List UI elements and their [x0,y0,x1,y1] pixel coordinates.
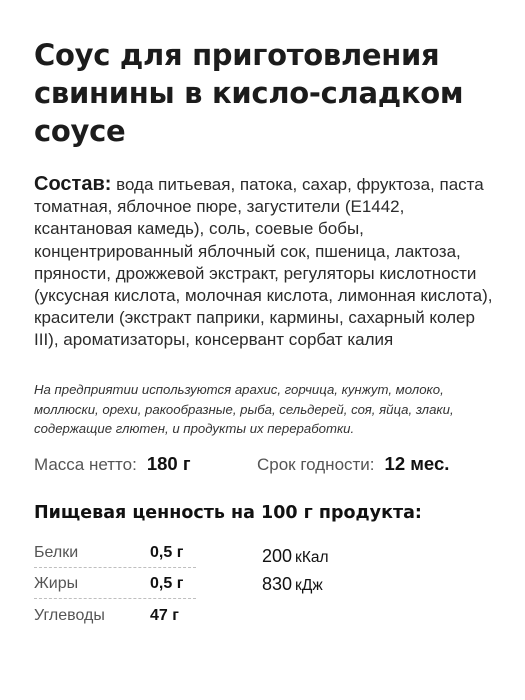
product-title: Соус для приготовления свинины в кисло-сладком соусе [34,38,464,148]
shelf-life [257,453,449,479]
nutrient-value: 47 г [150,607,179,624]
nutrient-label: Углеводы [34,607,105,624]
composition-block [34,173,504,352]
energy-kj [262,574,323,595]
nutrient-label: Жиры [34,575,79,592]
shelf-life-value: 12 мес. [384,453,450,474]
composition-text: вода питьевая, патока, сахар, фруктоза, паста томатная, яблочное пюре, загустители (Е1442, ксантановая камедь), соль, соевые бобы, концентрированный яблочный сок, пшеница, лактоза, пряности, дрожжевой экстракт, регуляторы кислотности (уксусная кислота, молочная кислота, лимонная кислота), красители (экстракт паприки, кармины, сахарный колер III), ароматизаторы, консервант сорбат калия [34,175,493,350]
nutrition-row-protein [34,544,196,568]
shelf-life-label: Срок годности: [257,455,375,474]
composition-label: Состав: [34,173,112,195]
energy-value: 200 [262,546,293,566]
nutrition-row-carbs [34,607,196,631]
nutrition-row-fat [34,575,196,599]
nutrient-value: 0,5 г [150,544,184,561]
nutrient-value: 0,5 г [150,575,184,592]
energy-unit: кДж [295,577,323,594]
nutrition-title: Пищевая ценность на 100 г продукта: [34,503,422,523]
nutrient-label: Белки [34,544,79,561]
net-mass [34,453,191,479]
net-mass-label: Масса нетто: [34,455,137,474]
energy-kcal [262,546,329,567]
energy-unit: кКал [295,549,329,566]
net-mass-value: 180 г [146,453,191,474]
energy-value: 830 [262,574,293,594]
allergens-note: На предприятии используются арахис, горчица, кунжут, молоко, моллюски, орехи, ракообразные, рыба, сельдерей, соя, яйца, злаки, содержащие глютен, и продукты их переработки. [34,382,454,436]
